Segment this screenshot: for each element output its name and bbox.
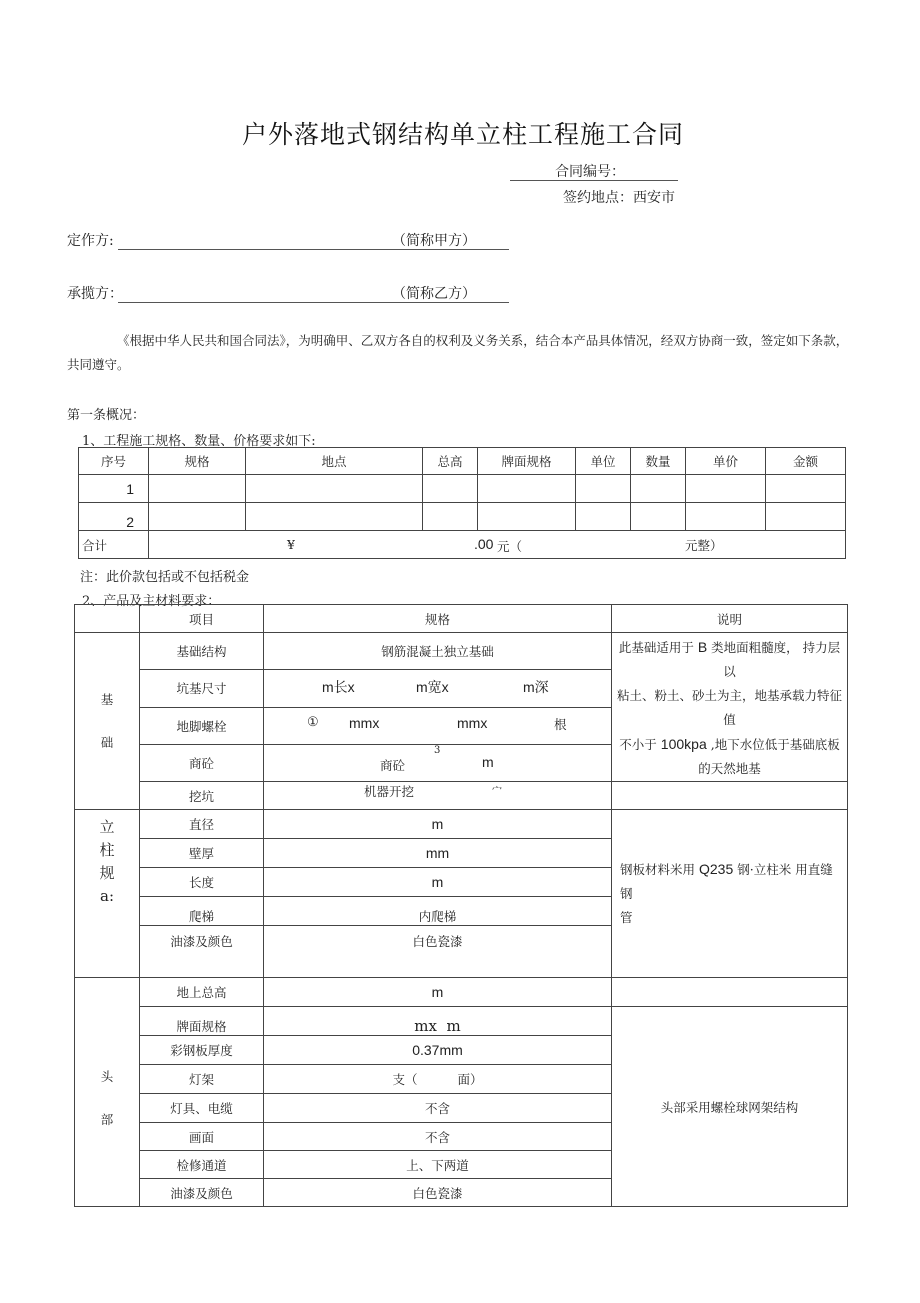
- spec-value: 白色瓷漆: [264, 1179, 612, 1207]
- contract-no-label: 合同编号：: [555, 164, 625, 180]
- section-2-heading: 2、产品及主材料要求：: [82, 594, 221, 609]
- spec-value: 支（ 面）: [264, 1065, 612, 1094]
- table-row: [75, 633, 848, 670]
- total-unit: 元（: [497, 539, 523, 554]
- group-foundation: 基 础: [75, 633, 140, 810]
- item-label: 彩钢板厚度: [140, 1036, 264, 1065]
- col-header: 规格: [149, 448, 246, 475]
- table-cell: [478, 503, 576, 531]
- item-label: 壁厚: [140, 839, 264, 868]
- party-a-alias: （简称甲方）: [392, 233, 476, 249]
- tax-note: 注：此价款包括或不包括税金: [80, 570, 250, 585]
- total-label: 合计: [79, 531, 149, 559]
- table-cell: [612, 978, 848, 1007]
- col-header: 金额: [766, 448, 846, 475]
- party-b-alias: （简称乙方）: [392, 286, 476, 302]
- table-cell: [423, 475, 478, 503]
- spec-value: 内爬梯: [264, 897, 612, 926]
- row-number: 2: [79, 503, 149, 531]
- group-head: 头 部: [75, 978, 140, 1207]
- table-cell: [576, 475, 631, 503]
- spec-value: 上、下两道: [264, 1151, 612, 1179]
- item-label: 油漆及颜色: [140, 1179, 264, 1207]
- col-header: 地点: [246, 448, 423, 475]
- total-cell: [149, 531, 846, 559]
- col-header: 单位: [576, 448, 631, 475]
- party-a-underline: [118, 249, 509, 250]
- price-table-header: [79, 448, 846, 475]
- spec-value: m: [264, 810, 612, 839]
- contract-no-underline: [510, 180, 678, 181]
- table-cell: [766, 475, 846, 503]
- table-cell: [478, 475, 576, 503]
- table-cell: [246, 503, 423, 531]
- table-cell: [631, 475, 686, 503]
- col-header: 单价: [686, 448, 766, 475]
- party-b-label: 承揽方：: [67, 286, 123, 302]
- party-b-underline: [118, 302, 509, 303]
- table-cell: [766, 503, 846, 531]
- table-cell: [686, 475, 766, 503]
- yen-sign: ¥: [287, 537, 295, 552]
- spec-value: mx m: [264, 1007, 612, 1036]
- item-label: 直径: [140, 810, 264, 839]
- materials-header: [75, 605, 848, 633]
- item-label: 地脚螺栓: [140, 707, 264, 744]
- total-amount: .00: [474, 536, 494, 552]
- table-cell: [75, 605, 140, 633]
- spec-value: mm: [264, 839, 612, 868]
- item-label: 油漆及颜色: [140, 926, 264, 978]
- party-a-label: 定作方:: [67, 233, 114, 249]
- col-header: 说明: [612, 605, 848, 633]
- page-title: 户外落地式钢结构单立柱工程施工合同: [242, 120, 685, 149]
- col-header: 总高: [423, 448, 478, 475]
- spec-value: 白色瓷漆: [264, 926, 612, 978]
- table-cell: [149, 475, 246, 503]
- spec-value: m: [264, 978, 612, 1007]
- article-1-heading: 第一条概况：: [67, 408, 146, 423]
- total-capital: 元整）: [685, 538, 723, 553]
- price-table: [78, 447, 846, 559]
- item-label: 灯架: [140, 1065, 264, 1094]
- col-header: 项目: [140, 605, 264, 633]
- item-label: 灯具、电缆: [140, 1094, 264, 1123]
- intro-paragraph: 《根据中华人民共和国合同法》，为明确甲、乙双方各自的权利及义务关系，结合本产品具体情况，经双方协商一致，签定如下条款，共同遵守。: [67, 333, 849, 372]
- spec-value: m长x m宽x m深: [264, 670, 612, 707]
- spec-value: 商砼 3 m: [264, 744, 612, 781]
- column-note: 钢板材料米用 Q235 钢·立柱米 用直缝钢 管: [612, 810, 848, 978]
- table-cell: [686, 503, 766, 531]
- group-column: 立 柱 规 a:: [75, 810, 140, 978]
- sign-place: 签约地点：西安市: [563, 190, 675, 206]
- materials-table: [74, 604, 848, 1207]
- table-row: [75, 1007, 848, 1036]
- total-row: [79, 531, 846, 559]
- table-cell: [423, 503, 478, 531]
- spec-value: m: [264, 868, 612, 897]
- item-label: 检修通道: [140, 1151, 264, 1179]
- item-label: 挖坑: [140, 782, 264, 810]
- item-label: 基础结构: [140, 633, 264, 670]
- table-row: [79, 503, 846, 531]
- table-row: [75, 810, 848, 839]
- row-number: 1: [79, 475, 149, 503]
- item-label: 坑基尺寸: [140, 670, 264, 707]
- item-label: 画面: [140, 1123, 264, 1151]
- col-header: 数量: [631, 448, 686, 475]
- item-label: 牌面规格: [140, 1007, 264, 1036]
- item-label: 爬梯: [140, 897, 264, 926]
- col-header: 序号: [79, 448, 149, 475]
- spec-value: 钢筋混凝土独立基础: [264, 633, 612, 670]
- spec-value: 不含: [264, 1094, 612, 1123]
- col-header: 牌面规格: [478, 448, 576, 475]
- foundation-note: 此基础适用于 B 类地面粗髓度， 持力层以 粘土、粉土、砂土为主，地基承载力特征值 不小于 100kpa ,地下水位低于基础底板 的天然地基: [612, 633, 848, 782]
- spec-value: ① mmx mmx 根: [264, 707, 612, 744]
- section-1-heading: 1、工程施工规格、数量、价格要求如下:: [82, 434, 316, 449]
- item-label: 商砼: [140, 744, 264, 781]
- spec-value: 机器开挖 宀: [264, 782, 612, 810]
- table-row: [75, 978, 848, 1007]
- spec-value: 不含: [264, 1123, 612, 1151]
- table-cell: [246, 475, 423, 503]
- table-cell: [576, 503, 631, 531]
- table-cell: [149, 503, 246, 531]
- table-cell: [612, 782, 848, 810]
- table-row: [75, 782, 848, 810]
- spec-value: 0.37mm: [264, 1036, 612, 1065]
- table-cell: [631, 503, 686, 531]
- col-header: 规格: [264, 605, 612, 633]
- head-note: 头部采用螺栓球网架结构: [612, 1007, 848, 1207]
- item-label: 长度: [140, 868, 264, 897]
- item-label: 地上总高: [140, 978, 264, 1007]
- table-row: [79, 475, 846, 503]
